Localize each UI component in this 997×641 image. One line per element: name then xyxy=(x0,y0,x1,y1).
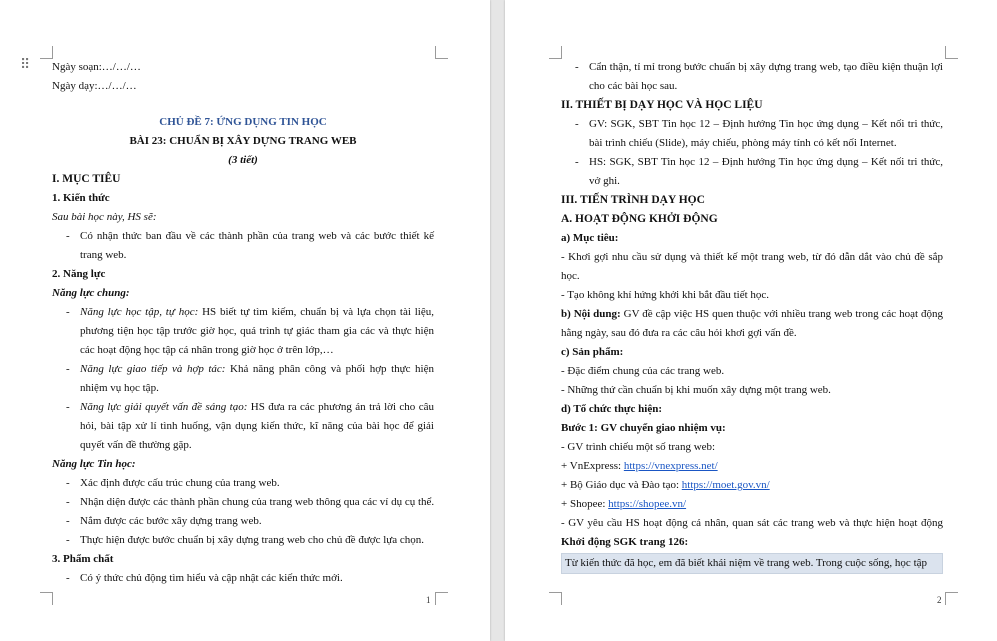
list-item: - Cẩn thận, tỉ mỉ trong bước chuẩn bị xây dựng trang web, tạo điều kiện thuận lợi cho các bài học sau. xyxy=(561,58,943,96)
san-pham-label: c) Sản phẩm: xyxy=(561,346,624,358)
activity-heading: A. HOẠT ĐỘNG KHỞI ĐỘNG xyxy=(561,213,718,225)
shopee-link[interactable]: https://shopee.vn/ xyxy=(608,498,687,510)
list-item: - GV: SGK, SBT Tin học 12 – Định hướng Tin học ứng dụng – Kết nối tri thức, bài trình chiếu (Slide), máy chiếu, phòng máy tính có kết nối Internet. xyxy=(561,115,943,153)
list-item: - Nắm được các bước xây dựng trang web. xyxy=(52,512,434,531)
vnexpress-link[interactable]: https://vnexpress.net/ xyxy=(623,460,718,472)
nang-luc-tin-hoc-heading: Năng lực Tin học: xyxy=(52,458,136,470)
margin-corner-mark xyxy=(435,592,448,605)
margin-corner-mark xyxy=(549,592,562,605)
paragraph: - GV yêu cầu HS hoạt động cá nhân, quan sát các trang web và thực hiện hoạt động xyxy=(561,517,943,529)
lesson-periods: (3 tiết) xyxy=(228,154,258,166)
page-2-body xyxy=(561,58,943,574)
paragraph: - Đặc điểm chung của các trang web. xyxy=(561,365,725,377)
subsection-kien-thuc: 1. Kiến thức xyxy=(52,192,110,204)
nang-luc-chung-heading: Năng lực chung: xyxy=(52,287,130,299)
list-item: - Thực hiện được bước chuẩn bị xây dựng trang web cho chủ đề được lựa chọn. xyxy=(52,531,434,550)
list-item: - Năng lực giao tiếp và hợp tác: Khả năng phân công và phối hợp thực hiện nhiệm vụ học tập. xyxy=(52,360,434,398)
document-page-2 xyxy=(505,0,997,641)
lesson-title: BÀI 23: CHUẨN BỊ XÂY DỰNG TRANG WEB xyxy=(129,135,357,147)
list-item: + Shopee: https://shopee.vn/ xyxy=(561,498,687,510)
page-number: 2 xyxy=(937,595,942,605)
margin-corner-mark xyxy=(40,592,53,605)
list-item: + Bộ Giáo dục và Đào tạo: https://moet.gov.vn/ xyxy=(561,479,770,491)
list-item: - Có nhận thức ban đầu về các thành phần của trang web và các bước thiết kế trang web. xyxy=(52,227,434,265)
paragraph: b) Nội dung: GV đề cập việc HS quen thuộc với nhiều trang web trong các hoạt động xyxy=(561,308,944,320)
moet-link[interactable]: https://moet.gov.vn/ xyxy=(681,479,770,491)
list-item: + VnExpress: https://vnexpress.net/ xyxy=(561,460,718,472)
topic-title: CHỦ ĐỀ 7: ỨNG DỤNG TIN HỌC xyxy=(159,116,327,128)
margin-corner-mark xyxy=(435,46,448,59)
list-item: - HS: SGK, SBT Tin học 12 – Định hướng Tin học ứng dụng – Kết nối tri thức, vở ghi. xyxy=(561,153,943,191)
to-chuc-label: d) Tổ chức thực hiện: xyxy=(561,403,663,415)
page-number: 1 xyxy=(426,595,431,605)
paragraph: - GV trình chiếu một số trang web: xyxy=(561,441,716,453)
document-page-1 xyxy=(0,0,490,641)
intro-sentence: Sau bài học này, HS sẽ: xyxy=(52,211,157,223)
ngay-day: Ngày dạy:…/…/… xyxy=(52,80,137,92)
list-item: - Xác định được cấu trúc chung của trang web. xyxy=(52,474,434,493)
list-item: - Năng lực giải quyết vấn đề sáng tạo: HS đưa ra các phương án trả lời cho câu hỏi, bài tập xử lí tình huống, vận dụng kiến thức, kĩ năng của bài học để giải quyết vấn đề thường gặp. xyxy=(52,398,434,455)
list-item: - Nhận diện được các thành phần chung của trang web thông qua các ví dụ cụ thể. xyxy=(52,493,434,512)
step-1-heading: Bước 1: GV chuyển giao nhiệm vụ: xyxy=(561,422,726,434)
shaded-text-box: Từ kiến thức đã học, em đã biết khái niệm về trang web. Trong cuộc sống, học tập xyxy=(561,553,943,574)
paragraph: - Tạo không khí hứng khởi khi bắt đầu tiết học. xyxy=(561,289,770,301)
list-item: - Có ý thức chủ động tìm hiểu và cập nhật các kiến thức mới. xyxy=(52,569,434,588)
section-muc-tieu: I. MỤC TIÊU xyxy=(52,173,121,185)
muc-tieu-label: a) Mục tiêu: xyxy=(561,232,619,244)
paragraph: hằng ngày, sau đó đưa ra các câu hỏi khơi gợi vấn đề. xyxy=(561,327,797,339)
list-item: - Năng lực học tập, tự học: HS biết tự tìm kiếm, chuẩn bị và lựa chọn tài liệu, phương tiện học tập trước giờ học, quá trình tự giác tham gia các và thực hiện các hoạt động học tập cá nhân trong giờ học ở trên lớp,… xyxy=(52,303,434,360)
subsection-pham-chat: 3. Phẩm chất xyxy=(52,553,114,565)
margin-corner-mark xyxy=(945,592,958,605)
margin-corner-mark xyxy=(945,46,958,59)
move-handle-icon[interactable]: ⠿ xyxy=(20,57,29,73)
section-tien-trinh: III. TIẾN TRÌNH DẠY HỌC xyxy=(561,194,705,206)
paragraph: - Những thứ cần chuẩn bị khi muốn xây dựng một trang web. xyxy=(561,384,831,396)
paragraph: - Khơi gợi nhu cầu sử dụng và thiết kế một trang web, từ đó dẫn dắt vào chủ đề sắp xyxy=(561,251,943,263)
paragraph: Khởi động SGK trang 126: xyxy=(561,536,689,548)
page-1-body xyxy=(52,58,434,588)
subsection-nang-luc: 2. Năng lực xyxy=(52,268,106,280)
ngay-soan: Ngày soạn:…/…/… xyxy=(52,61,141,73)
section-thiet-bi: II. THIẾT BỊ DẠY HỌC VÀ HỌC LIỆU xyxy=(561,99,763,111)
paragraph: học. xyxy=(561,270,580,282)
